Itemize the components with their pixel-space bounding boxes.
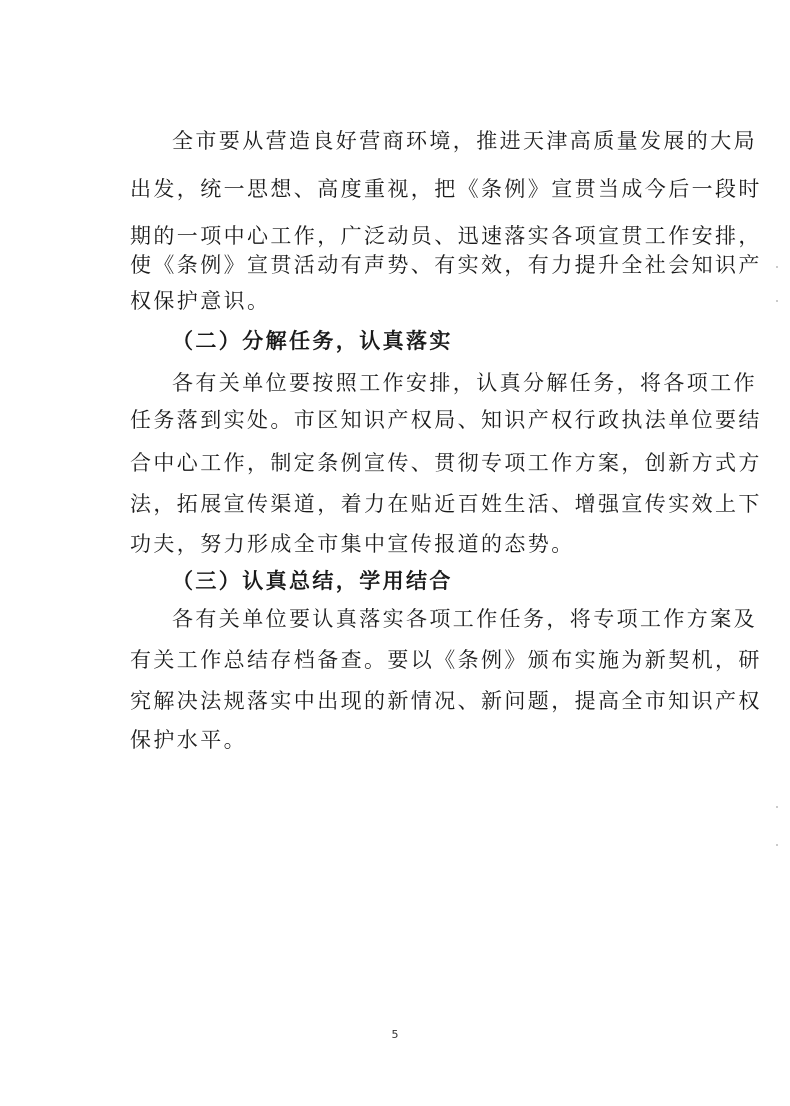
paragraph-1-line-4: 使《条例》宣贯活动有声势、有实效，有力提升全社会知识产 <box>130 253 762 277</box>
scan-speck <box>776 806 778 808</box>
section-heading-3: （三）认真总结，学用结合 <box>172 569 453 593</box>
paragraph-2-line-2: 任务落到实处。市区知识产权局、知识产权行政执法单位要结 <box>130 408 762 432</box>
paragraph-2-line-1: 各有关单位要按照工作安排，认真分解任务，将各项工作 <box>172 371 757 395</box>
paragraph-2-line-4: 法，拓展宣传渠道，着力在贴近百姓生活、增强宣传实效上下 <box>130 492 762 516</box>
section-heading-2: （二）分解任务，认真落实 <box>172 329 453 353</box>
paragraph-2-line-5: 功夫，努力形成全市集中宣传报道的态势。 <box>130 532 575 556</box>
page-number: 5 <box>391 1028 399 1041</box>
scan-speck <box>776 844 778 846</box>
paragraph-3-line-3: 究解决法规落实中出现的新情况、新问题，提高全市知识产权 <box>130 689 762 713</box>
scan-speck <box>776 300 778 302</box>
paragraph-2-line-3: 合中心工作，制定条例宣传、贯彻专项工作方案，创新方式方 <box>130 451 762 475</box>
paragraph-3-line-1: 各有关单位要认真落实各项工作任务，将专项工作方案及 <box>172 607 757 631</box>
paragraph-3-line-4: 保护水平。 <box>130 728 247 752</box>
paragraph-1-line-2: 出发，统一思想、高度重视，把《条例》宣贯当成今后一段时 <box>130 177 762 201</box>
paragraph-1-line-1: 全市要从营造良好营商环境，推进天津高质量发展的大局 <box>172 129 757 153</box>
paragraph-1-line-3: 期的一项中心工作，广泛动员、迅速落实各项宣贯工作安排， <box>130 224 762 248</box>
paragraph-1-line-5: 权保护意识。 <box>130 289 271 313</box>
paragraph-3-line-2: 有关工作总结存档备查。要以《条例》颁布实施为新契机，研 <box>130 648 762 672</box>
scan-speck <box>776 266 778 268</box>
